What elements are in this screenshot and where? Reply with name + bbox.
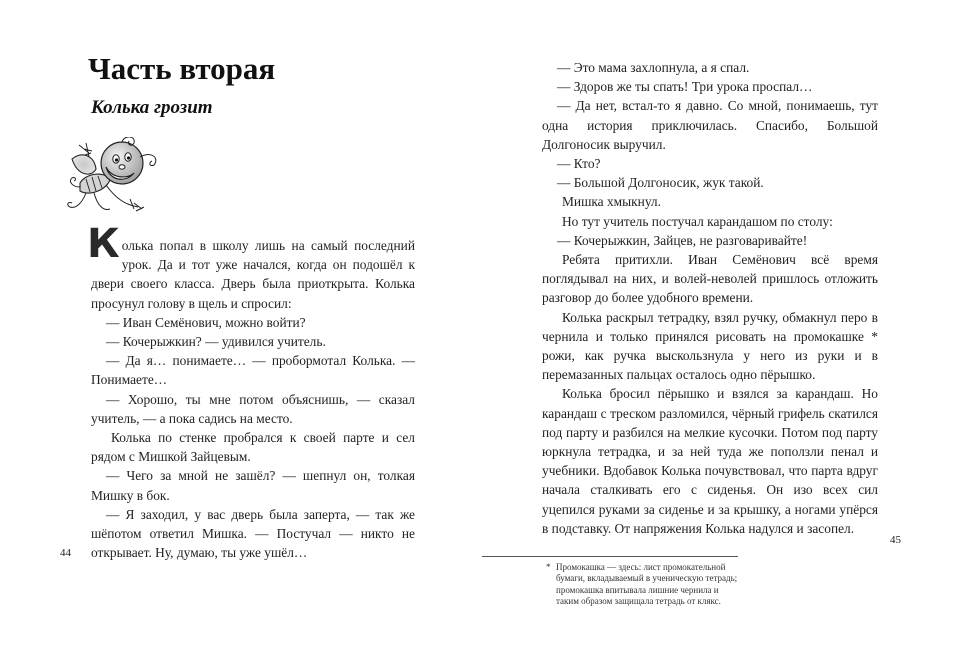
paragraph: олька попал в школу лишь на самый последний урок. Да и тот уже начался, когда он подошёл к двери своего класса. Дверь была приоткрыта. Колька просунул голову в щель и спросил: xyxy=(91,238,415,311)
paragraph: Ребята притихли. Иван Семёнович всё время поглядывал на них, и волей-неволей пришлось отложить разговор до более удобного времени. xyxy=(542,252,878,306)
page-number: 44 xyxy=(60,547,71,559)
paragraph: — Это мама захлопнула, а я спал. xyxy=(557,60,750,75)
chapter-title: Часть вторая xyxy=(88,51,276,86)
paragraph: Колька раскрыл тетрадку, взял ручку, обмакнул перо в чернила и только принялся рисовать на промокашке * рожи, как ручка выскользнула у него из руки и в перемазанных пальцах осталось одно пёрышко. xyxy=(542,309,878,383)
paragraph: — Кто? xyxy=(557,156,601,172)
right-page-text xyxy=(542,58,878,538)
footnote-divider xyxy=(482,556,738,557)
footnote-text: Промокашка — здесь: лист промокательной бумаги, вкладываемый в ученическую тетрадь; промокашка впитывала лишние чернила и таким образом защищала тетрадь от клякс. xyxy=(556,562,738,606)
paragraph: — Иван Семёнович, можно войти? xyxy=(106,314,306,330)
paragraph: Но тут учитель постучал карандашом по столу: xyxy=(562,213,833,229)
paragraph: Колька бросил пёрышко и взялся за карандаш. Но карандаш с треском разломился, чёрный грифель скатился под парту и разбился на мелкие кусочки. Потом под парту юркнула тетрадка, и за ней туда же поползли пенал и учебники. Вдобавок Колька почувствовал, что парта вдруг начала сталкивать его с сиденья. Он изо всех сил уцепился руками за сиденье и за крышку, а ногами упёрся в подставку. От напряжения Колька надулся и засопел. xyxy=(542,386,878,536)
paragraph: — Да я… понимаете… — пробормотал Колька. — Понимаете… xyxy=(91,353,415,388)
story-title: Колька грозит xyxy=(91,97,213,118)
right-page xyxy=(482,0,964,652)
paragraph: Мишка хмыкнул. xyxy=(562,194,661,210)
paragraph: — Большой Долгоносик, жук такой. xyxy=(557,175,764,191)
page-number: 45 xyxy=(890,534,901,546)
drop-cap: К xyxy=(87,221,120,267)
left-page-text xyxy=(87,221,415,562)
footnote xyxy=(546,562,740,607)
paragraph: — Хорошо, ты мне потом объяснишь, — сказал учитель, — а пока садись на место. xyxy=(91,391,415,426)
paragraph: — Я заходил, у вас дверь была заперта, — так же шёпотом ответил Мишка. — Постучал — никто не открывает. Ну, думаю, ты уже ушёл… xyxy=(91,506,415,561)
paragraph: — Кочерыжкин? — удивился учитель. xyxy=(106,334,326,350)
bee-character-icon xyxy=(64,137,164,222)
paragraph: — Здоров же ты спать! Три урока проспал… xyxy=(557,79,813,95)
footnote-mark: * xyxy=(546,562,551,572)
paragraph: — Кочерыжкин, Зайцев, не разговаривайте! xyxy=(557,232,808,248)
paragraph: — Чего за мной не зашёл? — шепнул он, толкая Мишку в бок. xyxy=(91,468,415,503)
paragraph: Колька по стенке пробрался к своей парте и сел рядом с Мишкой Зайцевым. xyxy=(91,430,415,465)
paragraph: — Да нет, встал-то я давно. Со мной, понимаешь, тут одна история приключилась. Спасибо, Большой Долгоносик выручил. xyxy=(542,98,878,152)
